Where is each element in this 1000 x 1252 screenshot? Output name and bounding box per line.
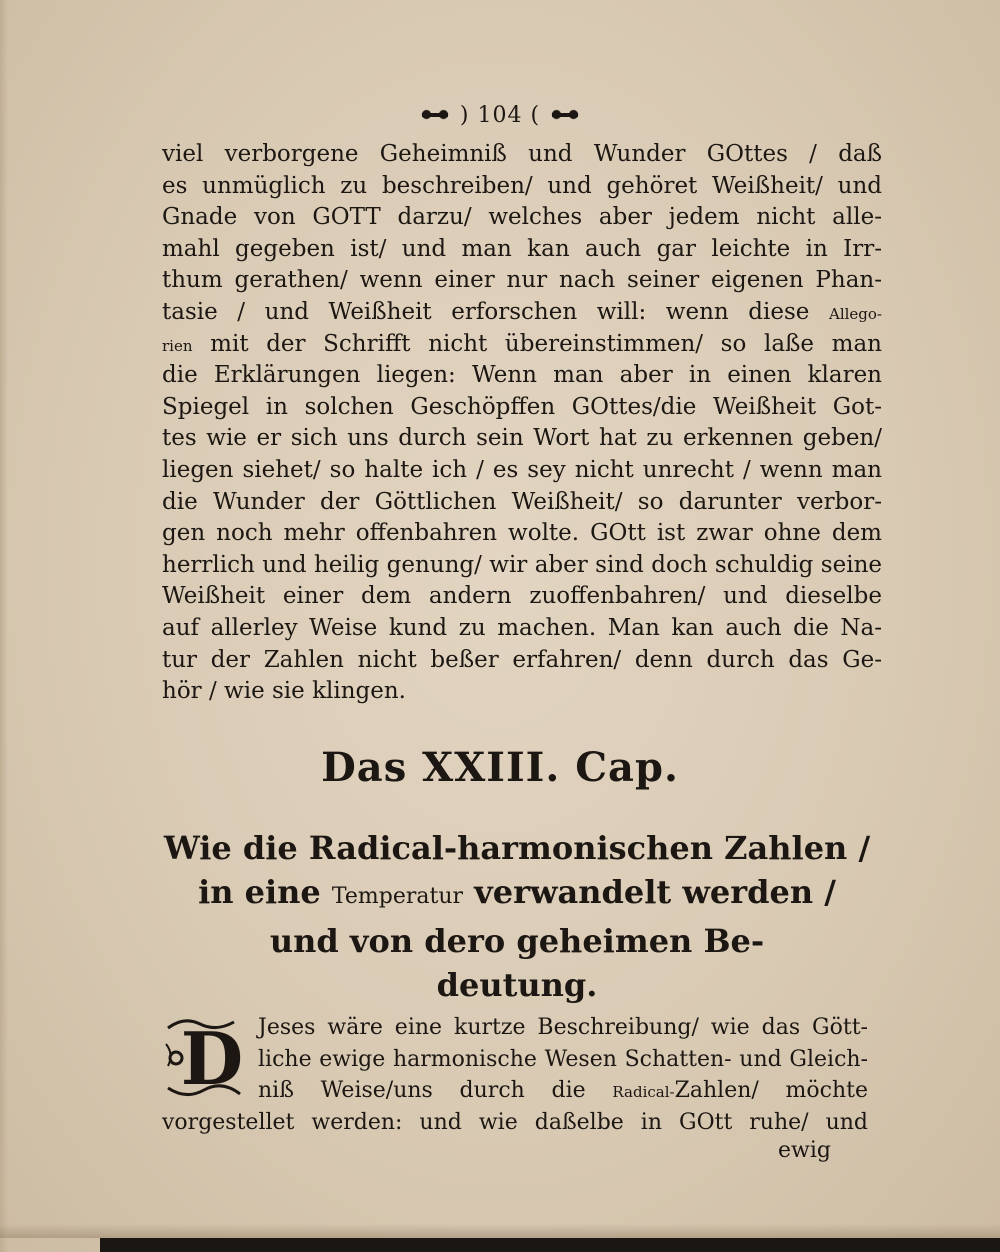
text-line: niß Weise/uns durch die Radical-Zahlen/ möchte [258,1078,868,1103]
chapter-title [162,826,872,1007]
page-bottom-shadow [0,1224,1000,1238]
text-line: tes wie er sich uns durch sein Wort hat zu erkennen geben/ [162,425,882,452]
svg-text:D: D [180,1016,244,1100]
paragraph [162,1012,868,1138]
chapter-title-line: in eine Temperatur verwandelt werden / [198,873,836,911]
allegorien-word: Allego- [828,304,882,323]
chapter-heading: Das XXIII. Cap. [321,744,679,791]
chapter-title-line: deutung. [436,966,598,1004]
chapter-title-line: Wie die Radical-harmonischen Zahlen / [163,829,871,867]
text-line: herrlich und heilig genung/ wir aber sind doch schuldig seine [162,551,882,578]
text-line: die Wunder der Göttlichen Weißheit/ so darunter verbor- [162,488,882,515]
text-line: hör / wie sie klingen. [162,678,406,705]
text-line: gen noch mehr offenbahren wolte. GOtt ist zwar ohne dem [162,520,882,547]
text-line: auf allerley Weise kund zu machen. Man kan auch die Na- [162,614,882,641]
text-line: viel verborgene Geheimniß und Wunder GOttes / daß [162,141,882,167]
allegorien-word-end: rien [162,336,193,355]
text-line: vorgestellet werden: und wie daßelbe in GOtt ruhe/ und [162,1109,868,1135]
catchword: ewig [778,1138,831,1163]
text-line: Gnade von GOTT darzu/ welches aber jedem nicht alle- [162,204,882,231]
ornament-left-icon [418,106,452,123]
text-line: die Erklärungen liegen: Wenn man aber in einen klaren [162,362,882,389]
radical-word: Radical- [612,1083,675,1101]
text-line: es unmüglich zu beschreiben/ und gehöret Weißheit/ und [162,172,882,199]
text-line: liegen siehet/ so halte ich / es sey nicht unrecht / wenn man [162,456,882,483]
text-line: Spiegel in solchen Geschöpffen GOttes/die Weißheit Got- [162,393,882,420]
text-line: Weißheit einer dem andern zuoffenbahren/ und dieselbe [162,583,882,610]
page-edge-shadow [0,0,8,1252]
text-line: Jeses wäre eine kurtze Beschreibung/ wie das Gött- [258,1015,868,1040]
page-bottom-edge [100,1238,1000,1252]
text-line: tasie / und Weißheit erforschen will: wenn diese Allego- [162,298,882,325]
chapter-title-line: und von dero geheimen Be- [269,922,765,960]
ornament-right-icon [548,106,582,123]
page-number: 104 [477,103,523,128]
text-line: rien mit der Schrifft nicht übereinstimmen/ so laße man [162,330,882,357]
text-line: tur der Zahlen nicht beßer erfahren/ denn durch das Ge- [162,646,882,673]
text-line: liche ewige harmonische Wesen Schatten- und Gleich- [258,1046,868,1072]
running-head: ) 104 ( [0,103,1000,128]
text-line: thum gerathen/ wenn einer nur nach seiner eigenen Phan- [162,267,882,294]
body-text [162,139,882,708]
text-line: mahl gegeben ist/ und man kan auch gar leichte in Irr- [162,235,882,262]
